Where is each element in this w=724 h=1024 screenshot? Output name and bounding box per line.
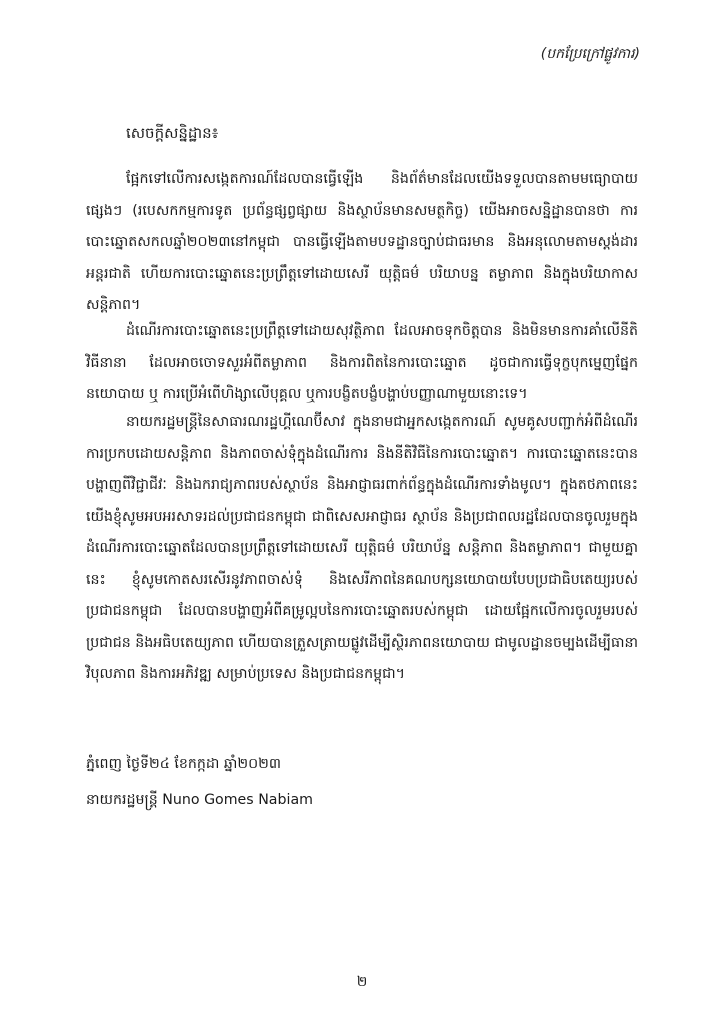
paragraph-1: ផ្អែកទៅលើការសង្កេតការណ៍ដែលបានធ្វើឡើង និងព័ត៌មានដែលយើងទទួលបានតាមមធ្យោបាយផ្សេងៗ (របេសកកម្មការទូត ប្រព័ន្ធផ្សព្វផ្សាយ និងស្ថាប័នមានសមត្ថកិច្ច) យើងអាចសន្និដ្ឋានបានថា ការបោះឆ្នោតសកលឆ្នាំ២០២៣នៅកម្ពុជា បានធ្វើឡើងតាមបទដ្ឋានច្បាប់ជាធរមាន និងអនុលោមតាមស្តង់ដារអន្តរជាតិ ហើយការបោះឆ្នោតនេះប្រព្រឹត្តទៅដោយសេរី យុត្តិធម៌ បរិយាបន្ន តម្លាភាព និងក្នុងបរិយាកាសសន្តិភាព។ [86,171,638,313]
page-number: ២ [356,974,368,990]
signatory: នាយករដ្ឋមន្ត្រី Nuno Gomes Nabiam [86,792,313,808]
place-and-date: ភ្នំពេញ ថ្ងៃទី២៤ ខែកក្កដា ឆ្នាំ២០២៣ [86,756,282,772]
unofficial-translation-note: (បកប្រែក្រៅផ្លូវការ) [540,46,640,62]
section-title: សេចក្តីសន្និដ្ឋាន៖ [126,124,219,142]
paragraph-3: នាយករដ្ឋមន្ត្រីនៃសាធារណរដ្ឋហ្គីណេប៊ីសាវ ក្នុងនាមជាអ្នកសង្កេតការណ៍ សូមគូសបញ្ជាក់អំពីដំណើរការប្រកបដោយសន្តិភាព និងភាពចាស់ទុំក្នុងដំណើរការ និងនីតិវិធីនៃការបោះឆ្នោត។ ការបោះឆ្នោតនេះបានបង្ហាញពីវិជ្ជាជីវៈ និងឯករាជ្យភាពរបស់ស្ថាប័ន និងអាជ្ញាធរពាក់ព័ន្ធក្នុងដំណើរការទាំងមូល។ ក្នុងតថភាពនេះ យើងខ្ញុំសូមអបអរសាទរដល់ប្រជាជនកម្ពុជា ជាពិសេសអាជ្ញាធរ ស្ថាប័ន និងប្រជាពលរដ្ឋដែលបានចូលរួមក្នុងដំណើរការបោះឆ្នោតដែលបានប្រព្រឹត្តទៅដោយសេរី យុត្តិធម៌ បរិយាប័ន្ន សន្តិភាព និងតម្លាភាព។ ជាមួយគ្នានេះ ខ្ញុំសូមកោតសរសើរនូវភាពចាស់ទុំ និងសេរីភាពនៃគណបក្សនយោបាយបែបប្រជាធិបតេយ្យរបស់ប្រជាជនកម្ពុជា ដែលបានបង្ហាញអំពីគម្រូល្អបនៃការបោះឆ្នោតរបស់កម្ពុជា ដោយផ្អែកលើការចូលរួមរបស់ប្រជាជន និងអធិបតេយ្យភាព ហើយបានត្រួសត្រាយផ្លូវដើម្បីស្ថិរភាពនយោបាយ ជាមូលដ្ឋានចម្បងដើម្បីធានាវិបុលភាព និងការអភិវឌ្ឍ សម្រាប់ប្រទេស និងប្រជាជនកម្ពុជា។ [86,414,638,682]
paragraph-2: ដំណើរការបោះឆ្នោតនេះប្រព្រឹត្តទៅដោយសុវត្ថិភាព ដែលអាចទុកចិត្តបាន និងមិនមានការគាំលើនីតិវិធីនានា ដែលអាចចោទសួរអំពីតម្លាភាព និងការពិតនៃការបោះឆ្នោត ដូចជាការធ្វើទុក្ខបុកម្នេញផ្នែកនយោបាយ ឬ ការប្រើអំពើហិង្សាលើបុគ្គល ឬការបង្ខិតបង្ខំបង្ហាប់បញ្ញាណាមួយនោះទេ។ [86,323,638,402]
